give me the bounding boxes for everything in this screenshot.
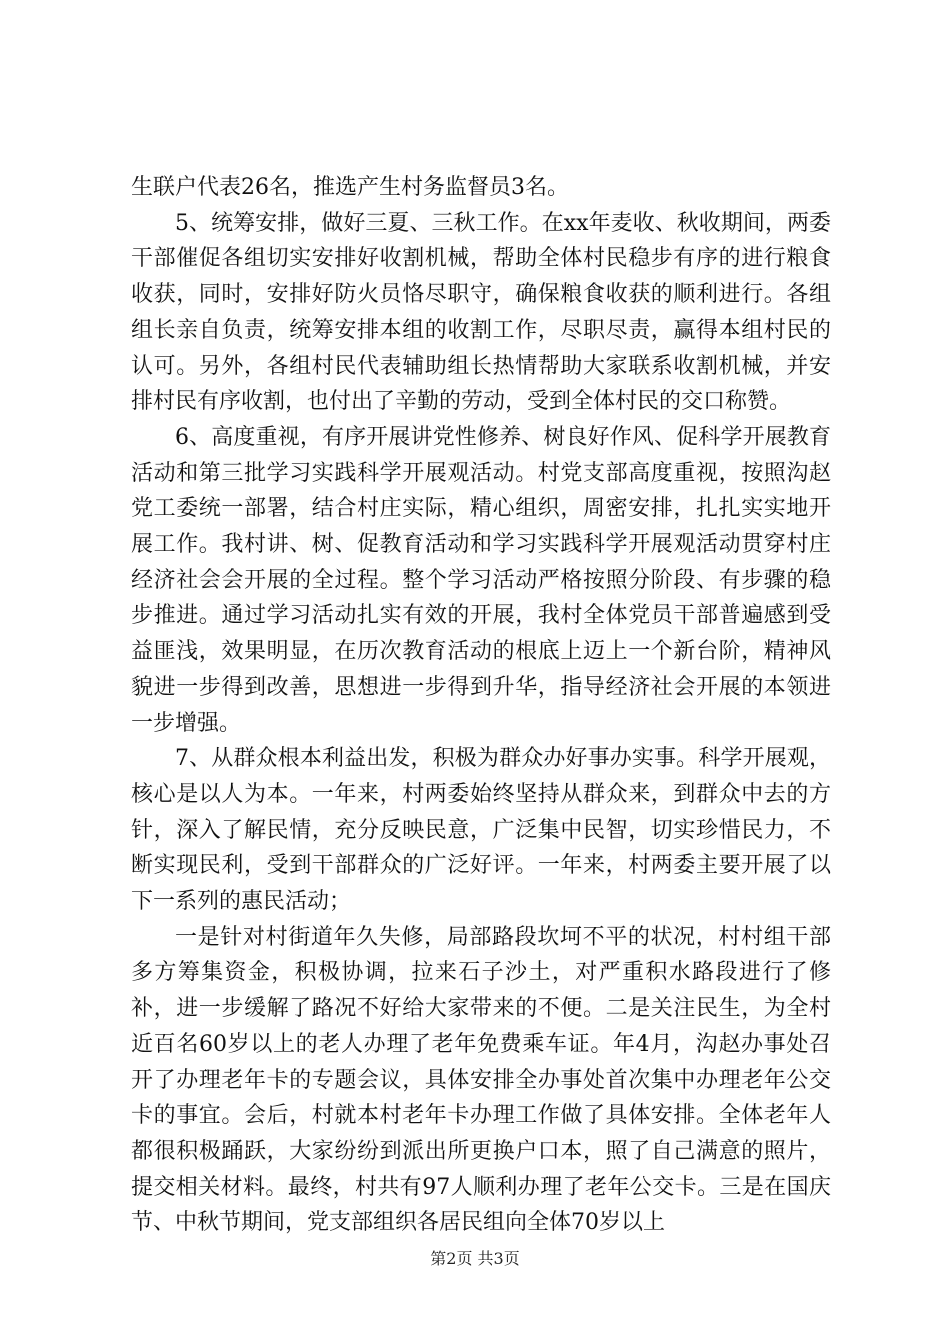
paragraph-item-5: 5、统筹安排，做好三夏、三秋工作。在xx年麦收、秋收期间，两委干部催促各组切实安排好收割机械，帮助全体村民稳步有序的进行粮食收获，同时，安排好防火员恪尽职守，确保粮食收获的顺利进行。各组组长亲自负责，统筹安排本组的收割工作，尽职尽责，赢得本组村民的认可。另外，各组村民代表辅助组长热情帮助大家联系收割机械，并安排村民有序收割，也付出了辛勤的劳动，受到全体村民的交口称赞。 [131,210,831,415]
document-body [131,170,831,1241]
paragraph-item-7: 7、从群众根本利益出发，积极为群众办好事办实事。科学开展观，核心是以人为本。一年来，村两委始终坚持从群众来，到群众中去的方针，深入了解民情，充分反映民意，广泛集中民智，切实珍惜民力，不断实现民利，受到干部群众的广泛好评。一年来，村两委主要开展了以下一系列的惠民活动； [131,746,831,915]
page-number-footer: 第2页 共3页 [430,1249,520,1268]
paragraph-item-6: 6、高度重视，有序开展讲党性修养、树良好作风、促科学开展教育活动和第三批学习实践科学开展观活动。村党支部高度重视，按照沟赵党工委统一部署，结合村庄实际，精心组织，周密安排，扎扎实实地开展工作。我村讲、树、促教育活动和学习实践科学开展观活动贯穿村庄经济社会会开展的全过程。整个学习活动严格按照分阶段、有步骤的稳步推进。通过学习活动扎实有效的开展，我村全体党员干部普遍感到受益匪浅，效果明显，在历次教育活动的根底上迈上一个新台阶，精神风貌进一步得到改善，思想进一步得到升华，指导经济社会开展的本领进一步增强。 [131,424,831,736]
paragraph-continuation: 生联户代表26名，推选产生村务监督员3名。 [131,175,569,200]
paragraph-activities: 一是针对村街道年久失修，局部路段坎坷不平的状况，村村组干部多方筹集资金，积极协调，拉来石子沙土，对严重积水路段进行了修补，进一步缓解了路况不好给大家带来的不便。二是关注民生，为全村近百名60岁以上的老人办理了老年免费乘车证。年4月，沟赵办事处召开了办理老年卡的专题会议，具体安排全办事处首次集中办理老年公交卡的事宜。会后，村就本村老年卡办理工作做了具体安排。全体老年人都很积极踊跃，大家纷纷到派出所更换户口本，照了自己满意的照片，提交相关材料。最终，村共有97人顺利办理了老年公交卡。三是在国庆节、中秋节期间，党支部组织各居民组向全体70岁以上 [131,924,831,1236]
